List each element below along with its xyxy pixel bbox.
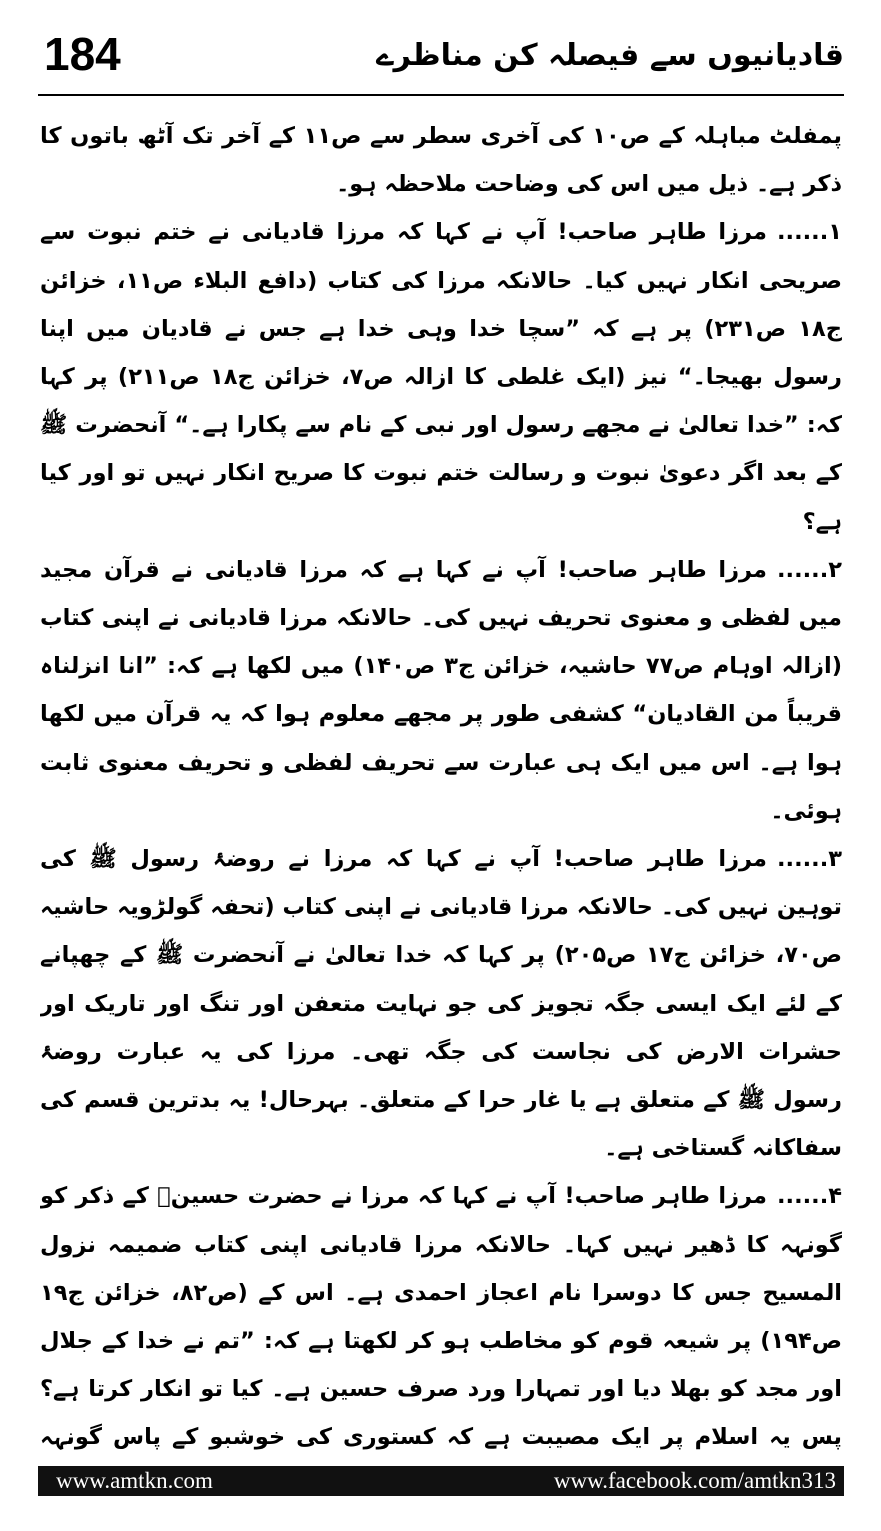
footer-website-link[interactable]: www.amtkn.com bbox=[56, 1468, 213, 1493]
footer-facebook-link[interactable]: www.facebook.com/amtkn313 bbox=[553, 1468, 836, 1493]
item-text: مرزا طاہر صاحب! آپ نے کہا کہ مرزا نے حضرت حسینؓ کے ذکر کو گونہہ کا ڈھیر نہیں کہا۔ حالانکہ مرزا قادیانی اپنی کتاب ضمیمہ نزول المسیح جس کا دوسرا نام اعجاز احمدی ہے۔ اس کے (ص۸۲، خزائن ج۱۹ ص۱۹۴) پر شیعہ قوم کو مخاطب ہو کر لکھتا ہے کہ: ”تم نے خدا کے جلال اور مجد کو بھلا دیا اور تمہارا ورد صرف حسین ہے۔ کیا تو انکار کرتا ہے؟ پس یہ اسلام پر ایک مصیبت ہے کہ کستوری کی خوشبو کے پاس گونہہ bbox=[40, 1183, 842, 1451]
item-paragraph-2 bbox=[40, 546, 842, 835]
item-number: ۳...... bbox=[776, 846, 842, 873]
item-text: مرزا طاہر صاحب! آپ نے کہا ہے کہ مرزا قادیانی نے قرآن مجید میں لفظی و معنوی تحریف نہیں کی۔ حالانکہ مرزا قادیانی نے اپنی کتاب (ازالہ اوہام ص۷۷ حاشیہ، خزائن ج۳ ص۱۴۰) میں لکھا ہے کہ: ”انا انزلناہ قریباً من القادیان“ کشفی طور پر مجھے معلوم ہوا کہ یہ قرآن میں لکھا ہوا ہے۔ اس میں ایک ہی عبارت سے تحریف لفظی و تحریف معنوی ثابت ہوئی۔ bbox=[40, 556, 842, 824]
item-paragraph-3 bbox=[40, 835, 842, 1172]
item-number: ۴...... bbox=[776, 1183, 842, 1210]
item-paragraph-4 bbox=[40, 1172, 842, 1452]
item-text: مرزا طاہر صاحب! آپ نے کہا کہ مرزا قادیانی نے ختم نبوت سے صریحی انکار نہیں کیا۔ حالانکہ مرزا کی کتاب (دافع البلاء ص۱۱، خزائن ج۱۸ ص۲۳۱) پر ہے کہ ”سچا خدا وہی خدا ہے جس نے قادیان میں اپنا رسول بھیجا۔“ نیز (ایک غلطی کا ازالہ ص۷، خزائن ج۱۸ ص۲۱۱) پر کہا کہ: ”خدا تعالیٰ نے مجھے رسول اور نبی کے نام سے پکارا ہے۔“ آنحضرت ﷺ کے بعد اگر دعویٰ نبوت و رسالت ختم نبوت کا صریح انکار نہیں تو اور کیا ہے؟ bbox=[40, 219, 842, 535]
item-text: مرزا طاہر صاحب! آپ نے کہا کہ مرزا نے روضۂ رسول ﷺ کی توہین نہیں کی۔ حالانکہ مرزا قادیانی نے اپنی کتاب (تحفہ گولڑویہ حاشیہ ص۷۰، خزائن ج۱۷ ص۲۰۵) پر کہا کہ خدا تعالیٰ نے آنحضرت ﷺ کے چھپانے کے لئے ایک ایسی جگہ تجویز کی جو نہایت متعفن اور تنگ اور تاریک اور حشرات الارض کی نجاست کی جگہ تھی۔ مرزا کی یہ عبارت روضۂ رسول ﷺ کے متعلق ہے یا غار حرا کے متعلق۔ بہرحال! یہ بدترین قسم کی سفاکانہ گستاخی ہے۔ bbox=[40, 846, 842, 1162]
item-paragraph-1 bbox=[40, 208, 842, 545]
header-divider bbox=[38, 94, 844, 96]
page-number: 184 bbox=[44, 28, 121, 80]
running-title: قادیانیوں سے فیصلہ کن مناظرے bbox=[376, 38, 844, 73]
page-header bbox=[38, 22, 844, 92]
footer-bar bbox=[38, 1466, 844, 1496]
intro-paragraph: پمفلٹ مباہلہ کے ص۱۰ کی آخری سطر سے ص۱۱ کے آخر تک آٹھ باتوں کا ذکر ہے۔ ذیل میں اس کی وضاحت ملاحظہ ہو۔ bbox=[40, 123, 842, 198]
body-text bbox=[40, 112, 842, 1452]
item-number: ۲...... bbox=[776, 556, 842, 583]
item-number: ۱...... bbox=[776, 219, 842, 246]
